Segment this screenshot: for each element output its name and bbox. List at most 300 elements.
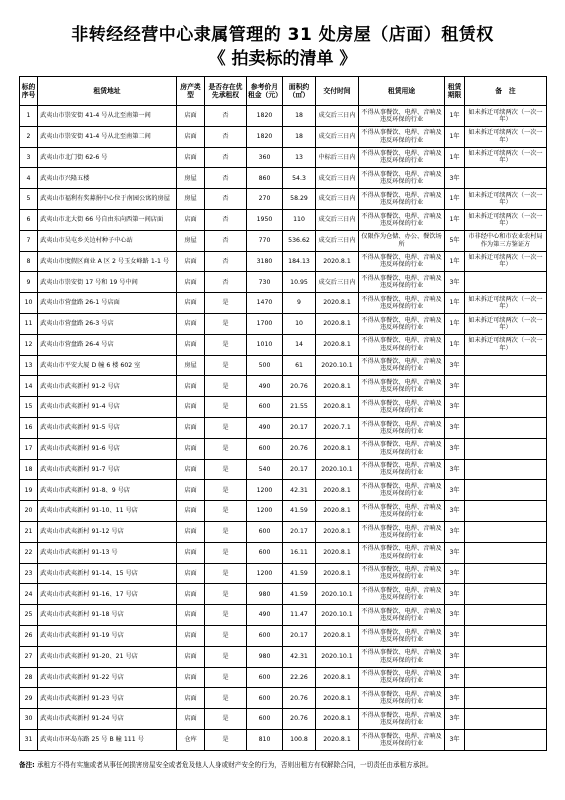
cell-area: 41.59 (283, 584, 316, 605)
cell-reference-rent: 490 (247, 417, 283, 438)
cell-area: 42.31 (283, 646, 316, 667)
cell-lease-use: 不得从事餐饮、电焊、音响及违反环保的行业 (359, 126, 445, 147)
cell-property-type: 店面 (177, 542, 205, 563)
cell-lease-term: 1年 (445, 126, 465, 147)
cell-reference-rent: 600 (247, 438, 283, 459)
cell-area: 41.59 (283, 563, 316, 584)
cell-index: 18 (20, 459, 38, 480)
cell-lease-use: 不得从事餐饮、电焊、音响及违反环保的行业 (359, 729, 445, 750)
cell-property-type: 店面 (177, 563, 205, 584)
cell-reference-rent: 1200 (247, 501, 283, 522)
cell-address: 武夷山市武夷新村 91-10、11 号店 (38, 501, 177, 522)
cell-lease-use: 不得从事餐饮、电焊、音响及违反环保的行业 (359, 397, 445, 418)
cell-delivery-time: 2020.8.1 (316, 438, 359, 459)
table-row (20, 126, 547, 147)
cell-delivery-time: 2020.8.1 (316, 251, 359, 272)
cell-priority-lease: 是 (205, 625, 247, 646)
cell-reference-rent: 1950 (247, 209, 283, 230)
cell-lease-term: 3年 (445, 563, 465, 584)
cell-lease-term: 3年 (445, 397, 465, 418)
header-remarks: 备 注 (465, 77, 547, 106)
cell-index: 15 (20, 397, 38, 418)
cell-lease-term: 1年 (445, 209, 465, 230)
cell-remarks (465, 584, 547, 605)
cell-property-type: 店面 (177, 688, 205, 709)
cell-property-type: 店面 (177, 397, 205, 418)
cell-lease-use: 不得从事餐饮、电焊、音响及违反环保的行业 (359, 355, 445, 376)
table-row (20, 334, 547, 355)
cell-area: 184.13 (283, 251, 316, 272)
cell-delivery-time: 2020.8.1 (316, 688, 359, 709)
cell-priority-lease: 是 (205, 459, 247, 480)
cell-remarks (465, 667, 547, 688)
cell-delivery-time: 2020.8.1 (316, 709, 359, 730)
cell-lease-term: 3年 (445, 688, 465, 709)
cell-lease-use: 不得从事餐饮、电焊、音响及违反环保的行业 (359, 209, 445, 230)
table-row (20, 480, 547, 501)
cell-area: 20.17 (283, 417, 316, 438)
footer-note (19, 761, 546, 770)
cell-delivery-time: 2020.8.1 (316, 729, 359, 750)
cell-lease-use: 不得从事餐饮、电焊、音响及违反环保的行业 (359, 563, 445, 584)
table-row (20, 313, 547, 334)
cell-delivery-time: 成交后三日内 (316, 106, 359, 127)
cell-priority-lease: 是 (205, 605, 247, 626)
cell-lease-term: 3年 (445, 729, 465, 750)
cell-priority-lease: 是 (205, 501, 247, 522)
cell-remarks (465, 480, 547, 501)
table-row (20, 355, 547, 376)
cell-address: 武夷山市兴隆五楼 (38, 168, 177, 189)
cell-lease-term: 3年 (445, 501, 465, 522)
cell-delivery-time: 2020.8.1 (316, 521, 359, 542)
table-row (20, 417, 547, 438)
cell-reference-rent: 1200 (247, 563, 283, 584)
cell-delivery-time: 2020.8.1 (316, 480, 359, 501)
cell-area: 20.17 (283, 459, 316, 480)
cell-delivery-time: 成交后三日内 (316, 168, 359, 189)
cell-property-type: 店面 (177, 501, 205, 522)
cell-lease-use: 不得从事餐饮、电焊、音响及违反环保的行业 (359, 480, 445, 501)
header-index: 标的序号 (20, 77, 38, 106)
cell-priority-lease: 是 (205, 397, 247, 418)
cell-area: 16.11 (283, 542, 316, 563)
cell-property-type: 店面 (177, 209, 205, 230)
cell-address: 武夷山市武夷新村 91-19 号店 (38, 625, 177, 646)
cell-lease-term: 1年 (445, 293, 465, 314)
cell-delivery-time: 成交后三日内 (316, 209, 359, 230)
cell-lease-use: 不得从事餐饮、电焊、音响及违反环保的行业 (359, 584, 445, 605)
cell-priority-lease: 否 (205, 126, 247, 147)
cell-lease-use: 不得从事餐饮、电焊、音响及违反环保的行业 (359, 147, 445, 168)
cell-remarks (465, 355, 547, 376)
cell-priority-lease: 是 (205, 376, 247, 397)
cell-property-type: 房屋 (177, 230, 205, 251)
cell-reference-rent: 980 (247, 646, 283, 667)
cell-index: 11 (20, 313, 38, 334)
lease-table (19, 76, 547, 751)
cell-lease-use: 不得从事餐饮、电焊、音响及违反环保的行业 (359, 542, 445, 563)
cell-priority-lease: 否 (205, 147, 247, 168)
cell-index: 27 (20, 646, 38, 667)
cell-delivery-time: 成交后三日内 (316, 189, 359, 210)
cell-delivery-time: 2020.10.1 (316, 355, 359, 376)
cell-delivery-time: 2020.8.1 (316, 334, 359, 355)
cell-address: 武夷山市武夷新村 91-18 号店 (38, 605, 177, 626)
cell-area: 10.95 (283, 272, 316, 293)
cell-area: 20.76 (283, 438, 316, 459)
table-row (20, 646, 547, 667)
cell-delivery-time: 成交后三日内 (316, 230, 359, 251)
cell-lease-use: 不得从事餐饮、电焊、音响及违反环保的行业 (359, 438, 445, 459)
cell-reference-rent: 600 (247, 667, 283, 688)
cell-delivery-time: 2020.7.1 (316, 417, 359, 438)
cell-lease-term: 3年 (445, 168, 465, 189)
cell-property-type: 店面 (177, 376, 205, 397)
table-row (20, 667, 547, 688)
cell-priority-lease: 否 (205, 209, 247, 230)
cell-priority-lease: 是 (205, 417, 247, 438)
cell-address: 武夷山市武夷新村 91-8、9 号店 (38, 480, 177, 501)
cell-reference-rent: 1200 (247, 480, 283, 501)
cell-lease-term: 1年 (445, 106, 465, 127)
cell-priority-lease: 是 (205, 709, 247, 730)
cell-reference-rent: 540 (247, 459, 283, 480)
cell-priority-lease: 是 (205, 584, 247, 605)
cell-index: 7 (20, 230, 38, 251)
cell-address: 武夷山市营盘路 26-1 号店面 (38, 293, 177, 314)
cell-lease-term: 3年 (445, 584, 465, 605)
cell-lease-use: 仅限作为仓储、办公、餐饮场所 (359, 230, 445, 251)
table-row (20, 397, 547, 418)
table-row (20, 729, 547, 750)
cell-property-type: 店面 (177, 521, 205, 542)
cell-reference-rent: 770 (247, 230, 283, 251)
cell-lease-term: 3年 (445, 646, 465, 667)
table-row (20, 438, 547, 459)
cell-address: 武夷山市武夷新村 91-4 号店 (38, 397, 177, 418)
cell-index: 24 (20, 584, 38, 605)
cell-lease-use: 不得从事餐饮、电焊、音响及违反环保的行业 (359, 334, 445, 355)
cell-priority-lease: 是 (205, 355, 247, 376)
cell-address: 武夷山市吴屯乡关边村种子中心站 (38, 230, 177, 251)
cell-lease-use: 不得从事餐饮、电焊、音响及违反环保的行业 (359, 646, 445, 667)
cell-lease-term: 3年 (445, 605, 465, 626)
cell-area: 20.17 (283, 521, 316, 542)
cell-index: 25 (20, 605, 38, 626)
cell-index: 16 (20, 417, 38, 438)
header-reference-rent: 参考价月租金（元） (247, 77, 283, 106)
table-body (20, 106, 547, 751)
cell-remarks: 如未拆迁可续两次（一次一年） (465, 293, 547, 314)
cell-remarks (465, 563, 547, 584)
cell-property-type: 店面 (177, 293, 205, 314)
cell-area: 58.29 (283, 189, 316, 210)
document-title: 非转经经营中心隶属管理的 31 处房屋（店面）租赁权 (71, 25, 494, 45)
cell-address: 武夷山市环岛东路 25 号 B 幢 111 号 (38, 729, 177, 750)
table-row (20, 521, 547, 542)
cell-area: 9 (283, 293, 316, 314)
cell-priority-lease: 是 (205, 480, 247, 501)
table-row (20, 584, 547, 605)
cell-remarks: 如未拆迁可续两次（一次一年） (465, 209, 547, 230)
table-row (20, 605, 547, 626)
header-address: 租赁地址 (38, 77, 177, 106)
cell-remarks (465, 729, 547, 750)
cell-reference-rent: 810 (247, 729, 283, 750)
table-row (20, 293, 547, 314)
cell-delivery-time: 2020.8.1 (316, 667, 359, 688)
cell-property-type: 店面 (177, 480, 205, 501)
cell-property-type: 店面 (177, 584, 205, 605)
cell-delivery-time: 2020.10.1 (316, 605, 359, 626)
cell-priority-lease: 是 (205, 667, 247, 688)
cell-lease-use: 不得从事餐饮、电焊、音响及违反环保的行业 (359, 417, 445, 438)
cell-delivery-time: 2020.10.1 (316, 584, 359, 605)
cell-index: 6 (20, 209, 38, 230)
cell-area: 100.8 (283, 729, 316, 750)
cell-delivery-time: 2020.8.1 (316, 376, 359, 397)
cell-index: 13 (20, 355, 38, 376)
cell-index: 23 (20, 563, 38, 584)
cell-priority-lease: 是 (205, 334, 247, 355)
cell-area: 110 (283, 209, 316, 230)
cell-lease-use: 不得从事餐饮、电焊、音响及违反环保的行业 (359, 168, 445, 189)
cell-area: 20.76 (283, 688, 316, 709)
cell-property-type: 店面 (177, 438, 205, 459)
cell-lease-use: 不得从事餐饮、电焊、音响及违反环保的行业 (359, 709, 445, 730)
cell-reference-rent: 1820 (247, 106, 283, 127)
cell-index: 1 (20, 106, 38, 127)
table-row (20, 106, 547, 127)
cell-index: 20 (20, 501, 38, 522)
cell-address: 武夷山市武夷新村 91-7 号店 (38, 459, 177, 480)
cell-address: 武夷山市武夷新村 91-20、21 号店 (38, 646, 177, 667)
cell-lease-term: 3年 (445, 417, 465, 438)
table-row (20, 501, 547, 522)
footer-label: 备注: (19, 761, 35, 769)
table-row (20, 376, 547, 397)
cell-address: 武夷山市武夷新村 91-22 号店 (38, 667, 177, 688)
cell-property-type: 房屋 (177, 189, 205, 210)
cell-address: 武夷山市武夷新村 91-16、17 号店 (38, 584, 177, 605)
cell-address: 武夷山市武夷新村 91-12 号店 (38, 521, 177, 542)
table-row (20, 209, 547, 230)
cell-index: 26 (20, 625, 38, 646)
cell-lease-term: 3年 (445, 272, 465, 293)
cell-reference-rent: 600 (247, 688, 283, 709)
cell-property-type: 店面 (177, 605, 205, 626)
cell-address: 武夷山市武夷新村 91-5 号店 (38, 417, 177, 438)
cell-index: 12 (20, 334, 38, 355)
cell-remarks (465, 709, 547, 730)
cell-index: 28 (20, 667, 38, 688)
cell-lease-term: 1年 (445, 334, 465, 355)
cell-index: 8 (20, 251, 38, 272)
cell-lease-use: 不得从事餐饮、电焊、音响及违反环保的行业 (359, 521, 445, 542)
cell-area: 41.59 (283, 501, 316, 522)
cell-lease-term: 3年 (445, 709, 465, 730)
cell-index: 2 (20, 126, 38, 147)
cell-property-type: 仓库 (177, 729, 205, 750)
cell-area: 20.76 (283, 376, 316, 397)
table-row (20, 542, 547, 563)
table-row (20, 459, 547, 480)
cell-address: 武夷山市北大街 66 号自由东向西第一间店面 (38, 209, 177, 230)
cell-property-type: 店面 (177, 106, 205, 127)
cell-property-type: 店面 (177, 667, 205, 688)
cell-remarks (465, 272, 547, 293)
cell-area: 42.31 (283, 480, 316, 501)
cell-delivery-time: 成交后三日内 (316, 272, 359, 293)
cell-lease-use: 不得从事餐饮、电焊、音响及违反环保的行业 (359, 667, 445, 688)
cell-remarks: 如未拆迁可续两次（一次一年） (465, 313, 547, 334)
cell-delivery-time: 2020.8.1 (316, 625, 359, 646)
cell-remarks (465, 605, 547, 626)
cell-address: 武夷山市营盘路 26-4 号店 (38, 334, 177, 355)
cell-remarks: 市非经中心和市农业农村局作为第三方鉴证方 (465, 230, 547, 251)
cell-address: 武夷山市营盘路 26-3 号店 (38, 313, 177, 334)
cell-area: 10 (283, 313, 316, 334)
cell-priority-lease: 是 (205, 688, 247, 709)
header-priority-lease: 是否存在优先承租权 (205, 77, 247, 106)
cell-delivery-time: 2020.8.1 (316, 542, 359, 563)
cell-lease-term: 1年 (445, 313, 465, 334)
cell-reference-rent: 600 (247, 397, 283, 418)
header-area: 面积约（㎡） (283, 77, 316, 106)
cell-address: 武夷山市福利有奖募捐中心位于南园公寓的房屋 (38, 189, 177, 210)
cell-lease-use: 不得从事餐饮、电焊、音响及违反环保的行业 (359, 189, 445, 210)
cell-area: 22.26 (283, 667, 316, 688)
table-row (20, 147, 547, 168)
cell-lease-term: 3年 (445, 438, 465, 459)
cell-address: 武夷山市武夷新村 91-2 号店 (38, 376, 177, 397)
cell-priority-lease: 是 (205, 646, 247, 667)
cell-lease-term: 1年 (445, 147, 465, 168)
table-header-row (20, 77, 547, 106)
cell-address: 武夷山市武夷新村 91-13 号 (38, 542, 177, 563)
table-row (20, 189, 547, 210)
cell-area: 20.76 (283, 709, 316, 730)
header-delivery-time: 交付时间 (316, 77, 359, 106)
cell-lease-use: 不得从事餐饮、电焊、音响及违反环保的行业 (359, 605, 445, 626)
cell-priority-lease: 否 (205, 272, 247, 293)
cell-priority-lease: 是 (205, 542, 247, 563)
cell-address: 武夷山市武夷新村 91-6 号店 (38, 438, 177, 459)
cell-reference-rent: 1010 (247, 334, 283, 355)
cell-index: 19 (20, 480, 38, 501)
cell-delivery-time: 2020.8.1 (316, 293, 359, 314)
cell-address: 武夷山市武夷新村 91-14、15 号店 (38, 563, 177, 584)
cell-priority-lease: 否 (205, 106, 247, 127)
cell-lease-term: 3年 (445, 355, 465, 376)
cell-remarks: 如未拆迁可续两次（一次一年） (465, 251, 547, 272)
cell-index: 3 (20, 147, 38, 168)
cell-reference-rent: 600 (247, 625, 283, 646)
cell-reference-rent: 600 (247, 521, 283, 542)
table-row (20, 251, 547, 272)
cell-property-type: 店面 (177, 417, 205, 438)
table-row (20, 709, 547, 730)
cell-remarks: 如未拆迁可续两次（一次一年） (465, 334, 547, 355)
cell-address: 武夷山市崇安街 41-4 号从北至南第二间 (38, 126, 177, 147)
table-row (20, 230, 547, 251)
cell-lease-use: 不得从事餐饮、电焊、音响及违反环保的行业 (359, 272, 445, 293)
cell-reference-rent: 1820 (247, 126, 283, 147)
cell-remarks (465, 459, 547, 480)
cell-priority-lease: 是 (205, 293, 247, 314)
cell-area: 536.62 (283, 230, 316, 251)
cell-reference-rent: 270 (247, 189, 283, 210)
header-property-type: 房产类型 (177, 77, 205, 106)
cell-property-type: 店面 (177, 251, 205, 272)
cell-property-type: 店面 (177, 126, 205, 147)
cell-property-type: 店面 (177, 625, 205, 646)
cell-lease-term: 5年 (445, 230, 465, 251)
table-row (20, 688, 547, 709)
cell-remarks (465, 397, 547, 418)
cell-index: 30 (20, 709, 38, 730)
cell-reference-rent: 490 (247, 376, 283, 397)
cell-lease-use: 不得从事餐饮、电焊、音响及违反环保的行业 (359, 501, 445, 522)
cell-property-type: 店面 (177, 459, 205, 480)
cell-area: 18 (283, 106, 316, 127)
cell-property-type: 店面 (177, 709, 205, 730)
cell-lease-use: 不得从事餐饮、电焊、音响及违反环保的行业 (359, 251, 445, 272)
cell-property-type: 房屋 (177, 168, 205, 189)
cell-area: 11.47 (283, 605, 316, 626)
cell-lease-use: 不得从事餐饮、电焊、音响及违反环保的行业 (359, 106, 445, 127)
cell-delivery-time: 2020.8.1 (316, 563, 359, 584)
cell-address: 武夷山市崇安街 41-4 号从北至南第一间 (38, 106, 177, 127)
cell-reference-rent: 600 (247, 542, 283, 563)
cell-area: 21.55 (283, 397, 316, 418)
cell-remarks (465, 688, 547, 709)
cell-remarks (465, 501, 547, 522)
cell-index: 10 (20, 293, 38, 314)
cell-address: 武夷山市平安大厦 D 幢 6 楼 602 室 (38, 355, 177, 376)
cell-index: 21 (20, 521, 38, 542)
cell-index: 5 (20, 189, 38, 210)
cell-delivery-time: 中标后三日内 (316, 147, 359, 168)
cell-remarks (465, 438, 547, 459)
cell-lease-term: 3年 (445, 376, 465, 397)
cell-lease-term: 3年 (445, 480, 465, 501)
cell-delivery-time: 2020.8.1 (316, 313, 359, 334)
table-row (20, 272, 547, 293)
cell-reference-rent: 1470 (247, 293, 283, 314)
cell-lease-term: 3年 (445, 459, 465, 480)
header-lease-term: 租赁期限 (445, 77, 465, 106)
cell-reference-rent: 980 (247, 584, 283, 605)
cell-index: 22 (20, 542, 38, 563)
cell-priority-lease: 否 (205, 230, 247, 251)
header-lease-use: 租赁用途 (359, 77, 445, 106)
cell-priority-lease: 是 (205, 521, 247, 542)
cell-remarks: 如未拆迁可续两次（一次一年） (465, 189, 547, 210)
cell-index: 17 (20, 438, 38, 459)
cell-delivery-time: 成交后三日内 (316, 126, 359, 147)
cell-delivery-time: 2020.10.1 (316, 646, 359, 667)
cell-address: 武夷山市度假区商业 A 区 2 号玉女峰路 1-1 号 (38, 251, 177, 272)
cell-priority-lease: 否 (205, 168, 247, 189)
cell-index: 9 (20, 272, 38, 293)
cell-lease-term: 3年 (445, 625, 465, 646)
cell-lease-use: 不得从事餐饮、电焊、音响及违反环保的行业 (359, 376, 445, 397)
cell-priority-lease: 否 (205, 251, 247, 272)
cell-lease-term: 3年 (445, 667, 465, 688)
cell-reference-rent: 1700 (247, 313, 283, 334)
